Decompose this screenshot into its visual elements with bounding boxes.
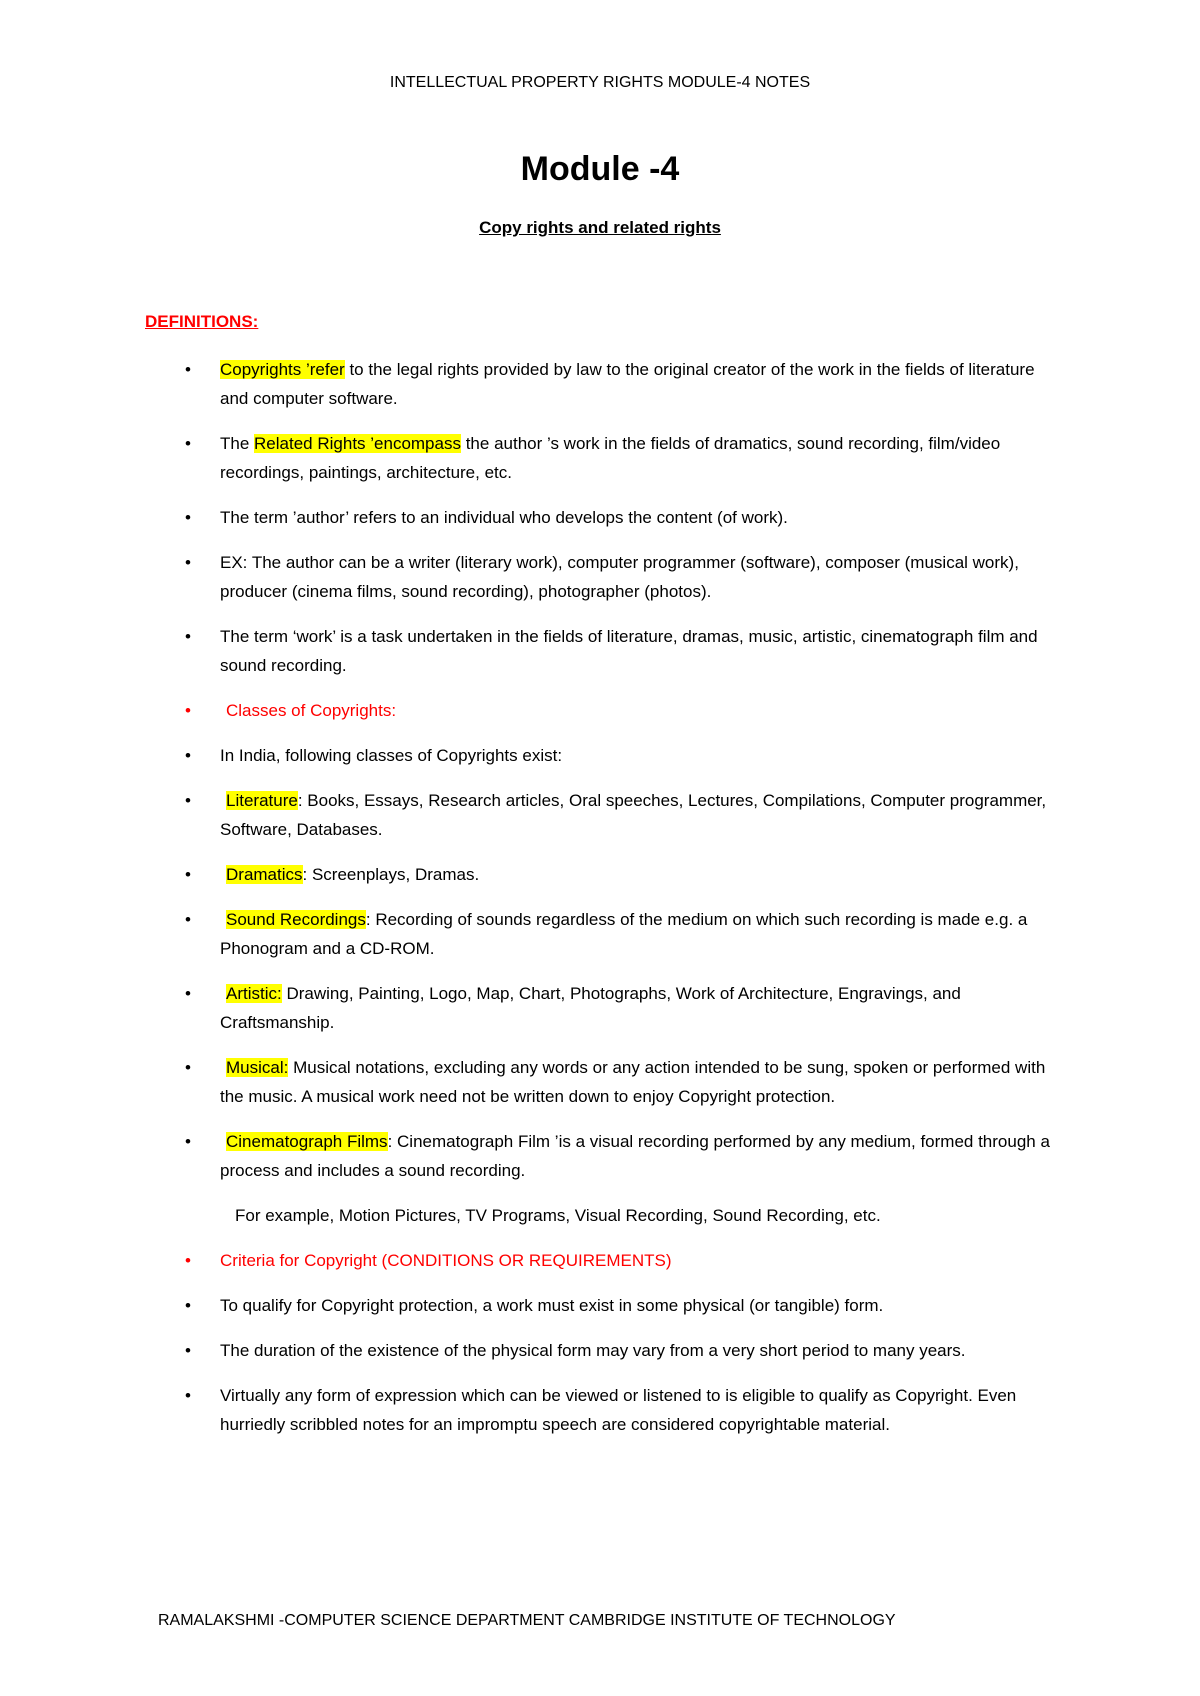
list-item: • Virtually any form of expression which can be viewed or listened to is eligible to qualify as Copyright. Even hurriedly scribbled notes for an impromptu speech are considered copyrightable material. <box>185 1381 1065 1439</box>
list-item: • The term ’author’ refers to an individual who develops the content (of work). <box>185 503 1065 532</box>
list-item: • The term ‘work’ is a task undertaken in the fields of literature, dramas, music, artistic, cinematograph film and sound recording. <box>185 622 1065 680</box>
highlight-term: Related Rights ’encompass <box>254 434 461 453</box>
page-header: INTELLECTUAL PROPERTY RIGHTS MODULE-4 NOTES <box>389 74 811 91</box>
section-heading-criteria: • Criteria for Copyright (CONDITIONS OR REQUIREMENTS) <box>185 1246 1065 1275</box>
list-item: • Cinematograph Films: Cinematograph Film ’is a visual recording performed by any medium, formed through a process and includes a sound recording. <box>185 1127 1065 1185</box>
highlight-term: Musical: <box>226 1058 289 1077</box>
example-line: For example, Motion Pictures, TV Programs, Visual Recording, Sound Recording, etc. <box>235 1206 881 1225</box>
list-item: • To qualify for Copyright protection, a work must exist in some physical (or tangible) form. <box>185 1291 1065 1320</box>
list-item: • Sound Recordings: Recording of sounds regardless of the medium on which such recording is made e.g. a Phonogram and a CD-ROM. <box>185 905 1065 963</box>
list-item: • The duration of the existence of the physical form may vary from a very short period to many years. <box>185 1336 1065 1365</box>
list-item: • Musical: Musical notations, excluding any words or any action intended to be sung, spoken or performed with the music. A musical work need not be written down to enjoy Copyright protection. <box>185 1053 1065 1111</box>
highlight-term: Sound Recordings <box>226 910 366 929</box>
highlight-term: Literature <box>226 791 298 810</box>
highlight-term: Dramatics <box>226 865 303 884</box>
highlight-term: Copyrights ’refer <box>220 360 345 379</box>
list-item: • In India, following classes of Copyrights exist: <box>185 741 1065 770</box>
notes-list <box>185 355 1065 1455</box>
page-footer: RAMALAKSHMI -COMPUTER SCIENCE DEPARTMENT CAMBRIDGE INSTITUTE OF TECHNOLOGY <box>158 1612 896 1629</box>
list-item: • Copyrights ’refer to the legal rights provided by law to the original creator of the work in the fields of literature and computer software. <box>185 355 1065 413</box>
list-item: • Literature: Books, Essays, Research articles, Oral speeches, Lectures, Compilations, Computer programmer, Software, Databases. <box>185 786 1065 844</box>
highlight-term: Artistic: <box>226 984 282 1003</box>
list-item: • The Related Rights ’encompass the author ’s work in the fields of dramatics, sound recording, film/video recordings, paintings, architecture, etc. <box>185 429 1065 487</box>
section-heading-classes: • Classes of Copyrights: <box>185 696 1065 725</box>
list-item: • Artistic: Drawing, Painting, Logo, Map, Chart, Photographs, Work of Architecture, Engravings, and Craftsmanship. <box>185 979 1065 1037</box>
page-subtitle: Copy rights and related rights <box>479 218 721 237</box>
list-item: • EX: The author can be a writer (literary work), computer programmer (software), composer (musical work), producer (cinema films, sound recording), photographer (photos). <box>185 548 1065 606</box>
list-item: • Dramatics: Screenplays, Dramas. <box>185 860 1065 889</box>
definitions-heading: DEFINITIONS: <box>145 312 259 331</box>
page-title: Module -4 <box>520 150 680 188</box>
highlight-term: Cinematograph Films <box>226 1132 388 1151</box>
